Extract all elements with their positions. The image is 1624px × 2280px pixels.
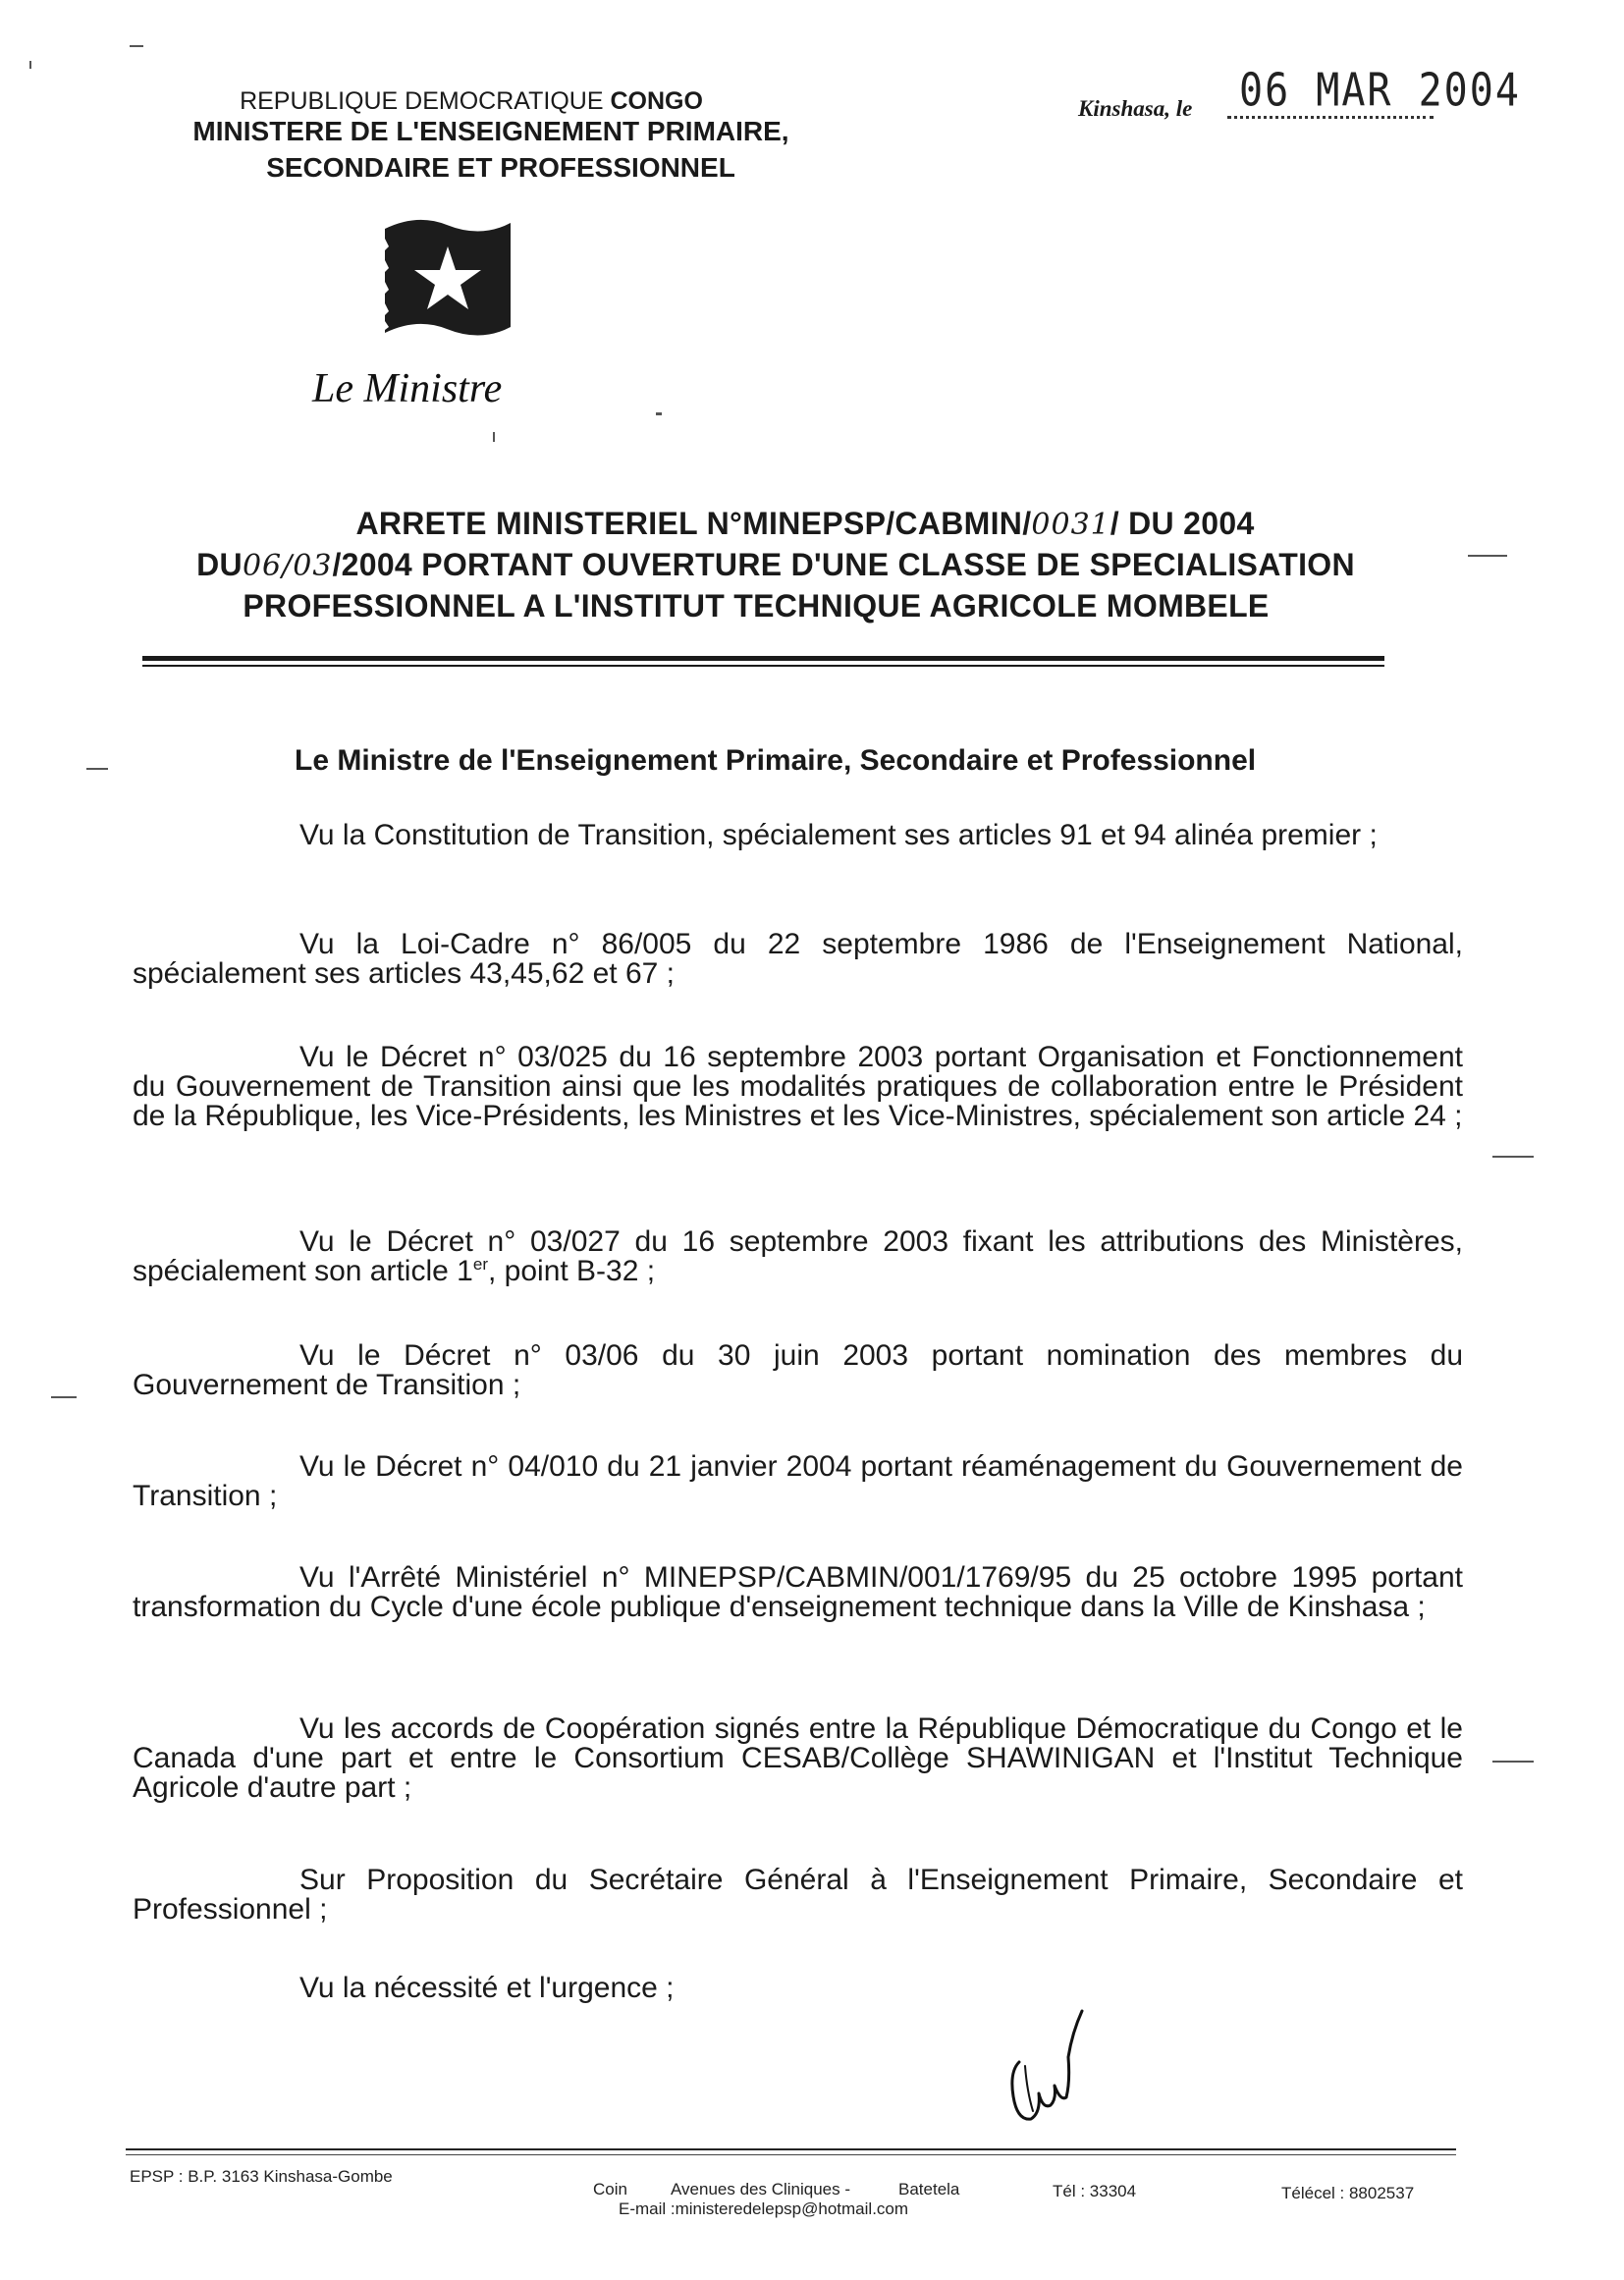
handwritten-month: 03 — [293, 549, 333, 583]
footer-rule-thin — [126, 2154, 1456, 2155]
scan-speck — [51, 1396, 77, 1398]
footer-tel: Tél : 33304 — [1053, 2182, 1137, 2200]
title-rule-thin — [142, 665, 1384, 667]
paragraph-decret-03-025: Vu le Décret n° 03/025 du 16 septembre 2003 portant Organisation et Fonctionnement du Gouvernement de Transition ainsi que les modalités pratiques de collaboration entre le Président de la République, les Vice-Présidents, les Ministres et les Vice-Ministres, spécialement son article 24 ; — [133, 1041, 1463, 1132]
scan-speck — [493, 432, 495, 442]
decree-title-line2: DU06/03/2004 PORTANT OUVERTURE D'UNE CLASSE DE SPECIALISATION — [196, 547, 1355, 583]
footer-telecel: Télécel : 8802537 — [1281, 2184, 1415, 2202]
footer-email: E-mail :ministeredelepsp@hotmail.com — [619, 2199, 909, 2218]
ministry-name-line1: MINISTERE DE L'ENSEIGNEMENT PRIMAIRE, — [192, 116, 789, 146]
paragraph-decret-03-027: Vu le Décret n° 03/027 du 16 septembre 2003 fixant les attributions des Ministères, spécialement son article 1er, point B-32 ; — [133, 1225, 1463, 1287]
scan-speck — [1492, 1761, 1534, 1763]
footer-coin: Coin — [593, 2180, 627, 2199]
title-rule — [142, 656, 1384, 661]
paragraph-accords-cooperation: Vu les accords de Coopération signés entre la République Démocratique du Congo et le Canada d'une part et entre le Consortium CESAB/Collège SHAWINIGAN et l'Institut Technique Agricole d'autre part ; — [133, 1712, 1463, 1804]
place-label: Kinshasa, le — [1078, 96, 1193, 121]
body-heading: Le Ministre de l'Enseignement Primaire, Secondaire et Professionnel — [295, 744, 1257, 777]
handwritten-signature-icon — [992, 2003, 1100, 2131]
footer-rule — [126, 2148, 1456, 2150]
paragraph-necessite: Vu la nécessité et l'urgence ; — [299, 1972, 675, 2004]
decree-title-line1: ARRETE MINISTERIEL N°MINEPSP/CABMIN/0031/ DU 2004 — [355, 506, 1255, 542]
footer-avenues: Avenues des Cliniques - — [671, 2180, 851, 2199]
paragraph-loi-cadre: Vu la Loi-Cadre n° 86/005 du 22 septembre 1986 de l'Enseignement National, spécialement ses articles 43,45,62 et 67 ; — [133, 928, 1463, 990]
date-stamp: 06 MAR 2004 — [1239, 65, 1521, 117]
ministry-name-line2: SECONDAIRE ET PROFESSIONNEL — [266, 152, 735, 183]
scan-speck — [86, 768, 108, 770]
minister-title: Le Ministre — [312, 366, 503, 411]
paragraph-arrete-1995: Vu l'Arrêté Ministériel n° MINEPSP/CABMIN/001/1769/95 du 25 octobre 1995 portant transformation du Cycle d'une école publique d'enseignement technique dans la Ville de Kinshasa ; — [133, 1561, 1463, 1623]
scan-speck — [1492, 1156, 1534, 1158]
footer-batetela: Batetela — [898, 2180, 960, 2199]
republic-name: REPUBLIQUE DEMOCRATIQUE CONGO — [240, 87, 703, 115]
handwritten-day: 06 — [242, 549, 283, 583]
footer-address: EPSP : B.P. 3163 Kinshasa-Gombe — [130, 2167, 393, 2186]
paragraph-decret-04-010: Vu le Décret n° 04/010 du 21 janvier 2004 portant réaménagement du Gouvernement de Transition ; — [133, 1450, 1463, 1512]
scan-speck — [1468, 555, 1507, 557]
paragraph-decret-03-06: Vu le Décret n° 03/06 du 30 juin 2003 portant nomination des membres du Gouvernement de Transition ; — [133, 1339, 1463, 1401]
paragraph-constitution: Vu la Constitution de Transition, spécialement ses articles 91 et 94 alinéa premier ; — [299, 819, 1378, 851]
scan-speck — [130, 45, 143, 47]
decree-title-line3: PROFESSIONNEL A L'INSTITUT TECHNIQUE AGRICOLE MOMBELE — [243, 588, 1270, 624]
scan-speck — [29, 61, 31, 69]
handwritten-decree-number: 0031 — [1031, 508, 1110, 542]
flag-star-emblem-icon — [373, 211, 520, 358]
paragraph-proposition: Sur Proposition du Secrétaire Général à l'Enseignement Primaire, Secondaire et Professionnel ; — [133, 1864, 1463, 1926]
scan-speck — [656, 412, 662, 415]
